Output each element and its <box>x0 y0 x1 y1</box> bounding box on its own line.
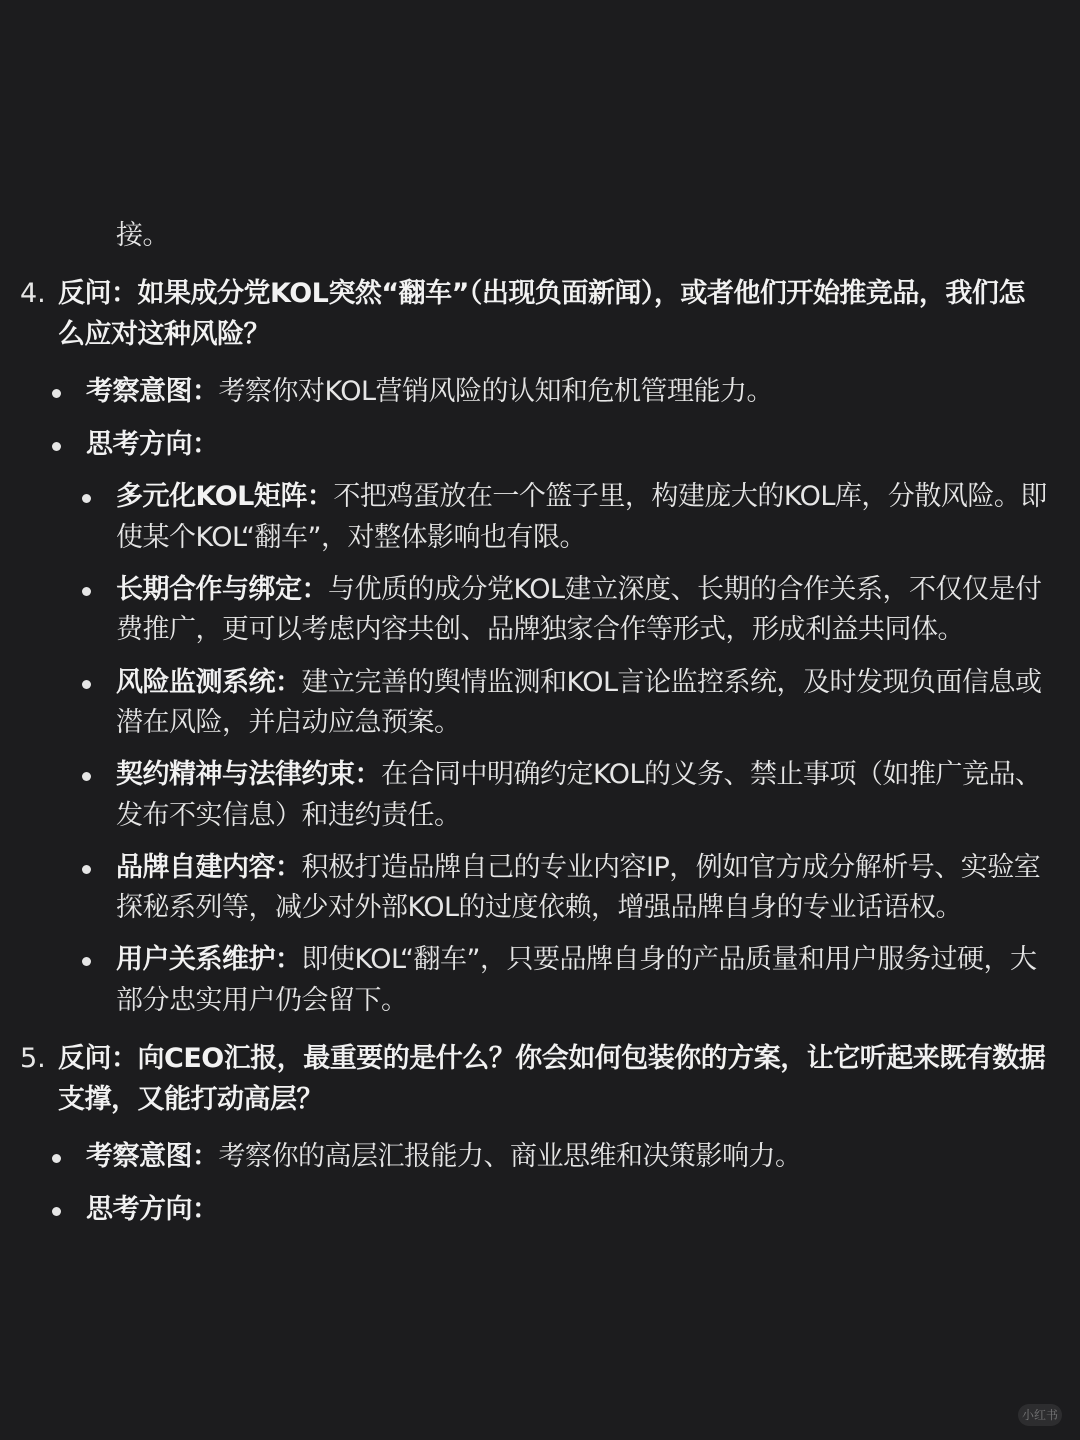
continuation-text: 接。 <box>116 220 169 251</box>
q4-point-5-line2: 探秘系列等，减少对外部KOL的过度依赖，增强品牌自身的专业话语权。 <box>116 892 963 923</box>
q4-point-4-label: 契约精神与法律约束： <box>116 759 381 790</box>
q4-number: 4. <box>20 278 46 309</box>
q4-point-3-text: 建立完善的舆情监测和KOL言论监控系统，及时发现负面信息或 <box>301 667 1042 698</box>
q5-question-line2: 支撑，又能打动高层？ <box>58 1084 323 1115</box>
bullet-icon <box>52 1154 61 1163</box>
q4-point-5-label: 品牌自建内容： <box>116 852 302 883</box>
bullet-icon <box>52 442 61 451</box>
q4-question-line2: 么应对这种风险？ <box>58 319 270 350</box>
q4-point-6-line2: 部分忠实用户仍会留下。 <box>116 985 408 1016</box>
q4-point-2-text: 与优质的成分党KOL建立深度、长期的合作关系，不仅仅是付 <box>328 574 1042 605</box>
q4-point-5-line1 <box>116 848 1040 888</box>
bullet-icon <box>82 957 91 966</box>
q5-direction-label: 思考方向： <box>86 1194 219 1225</box>
q4-point-5-text: 积极打造品牌自己的专业内容IP，例如官方成分解析号、实验室 <box>301 852 1041 883</box>
q4-intent <box>86 372 773 412</box>
q5-intent-label: 考察意图： <box>86 1141 219 1172</box>
bullet-icon <box>82 865 91 874</box>
q5-intent <box>86 1137 802 1177</box>
q4-point-4-line1 <box>116 755 1042 795</box>
q4-intent-label: 考察意图： <box>86 376 219 407</box>
q4-point-6-line1 <box>116 940 1037 980</box>
q4-point-2-label: 长期合作与绑定： <box>116 574 328 605</box>
q4-point-3-label: 风险监测系统： <box>116 667 302 698</box>
q4-point-3-line1 <box>116 663 1042 703</box>
bullet-icon <box>52 389 61 398</box>
q4-point-1-line2: 使某个KOL“翻车”，对整体影响也有限。 <box>116 522 587 553</box>
bullet-icon <box>52 1207 61 1216</box>
bullet-icon <box>82 494 91 503</box>
q4-intent-text: 考察你对KOL营销风险的认知和危机管理能力。 <box>218 376 774 407</box>
q4-point-4-text: 在合同中明确约定KOL的义务、禁止事项（如推广竞品、 <box>381 759 1042 790</box>
q4-point-1-label: 多元化KOL矩阵： <box>116 481 334 512</box>
bullet-icon <box>82 587 91 596</box>
q4-point-4-line2: 发布不实信息）和违约责任。 <box>116 800 461 831</box>
q4-point-2-line2: 费推广，更可以考虑内容共创、品牌独家合作等形式，形成利益共同体。 <box>116 614 964 645</box>
watermark-logo: 小红书 <box>1018 1404 1062 1426</box>
q4-point-1-line1 <box>116 477 1047 517</box>
q4-point-3-line2: 潜在风险，并启动应急预案。 <box>116 707 461 738</box>
q4-question-line1: 反问：如果成分党KOL突然“翻车”（出现负面新闻），或者他们开始推竞品，我们怎 <box>58 278 1025 309</box>
q4-direction-label: 思考方向： <box>86 429 219 460</box>
bullet-icon <box>82 772 91 781</box>
q4-point-1-text: 不把鸡蛋放在一个篮子里，构建庞大的KOL库，分散风险。即 <box>333 481 1047 512</box>
q5-question-line1: 反问：向CEO汇报，最重要的是什么？你会如何包装你的方案，让它听起来既有数据 <box>58 1043 1046 1074</box>
q4-point-6-text: 即使KOL“翻车”，只要品牌自身的产品质量和用户服务过硬，大 <box>301 944 1037 975</box>
q4-point-6-label: 用户关系维护： <box>116 944 302 975</box>
q5-intent-text: 考察你的高层汇报能力、商业思维和决策影响力。 <box>218 1141 802 1172</box>
q4-point-2-line1 <box>116 570 1042 610</box>
q5-number: 5. <box>20 1043 46 1074</box>
bullet-icon <box>82 680 91 689</box>
